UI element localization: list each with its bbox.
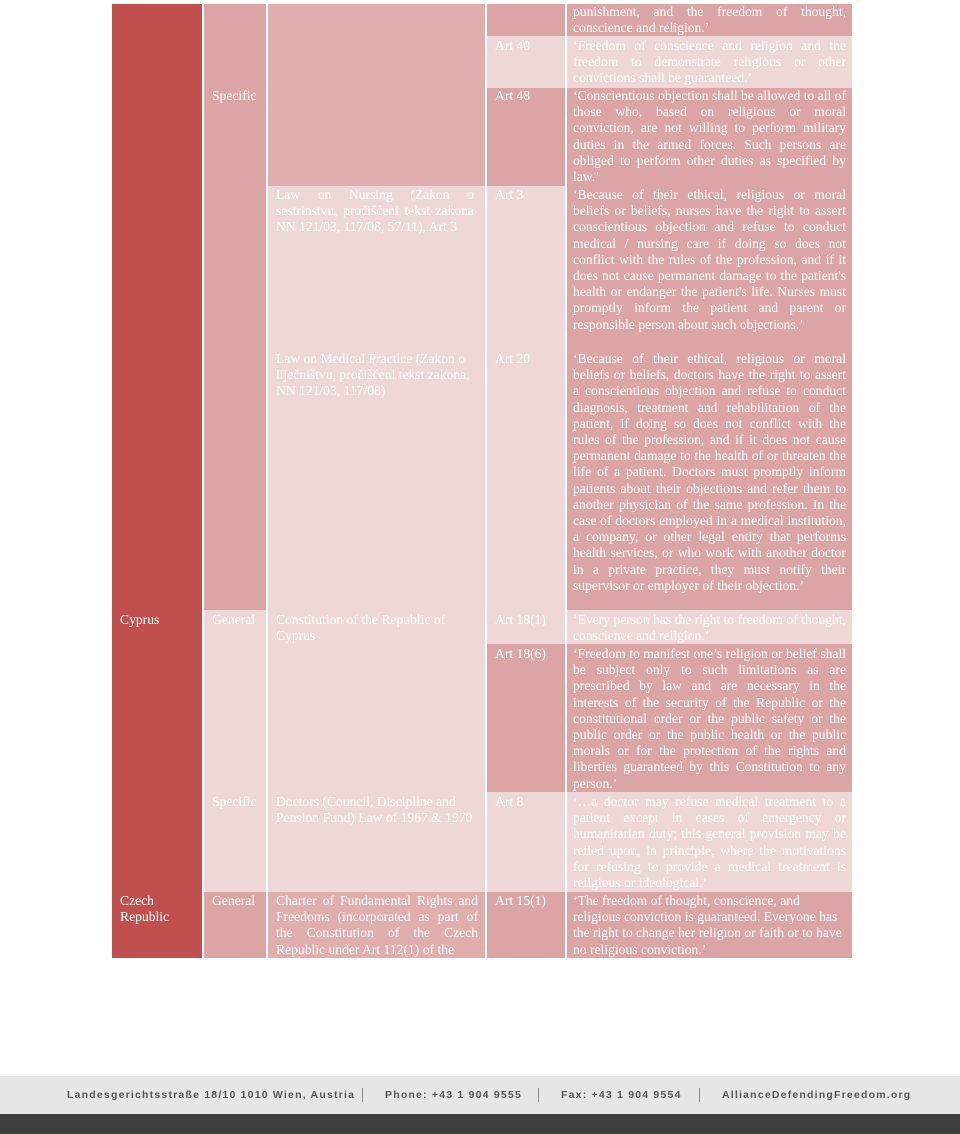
law-text-cy-constitution: Constitution of the Republic of Cyprus [276,612,446,644]
text-r4: ‘Because of their ethical, religious or moral beliefs or beliefs, nurses have the right to assert conscientious objection and refuse to conduct medical / nursing care if doing so does not conflict with the rules of the profession, and if it does not cause permanent damage to the patient's health or endanger the patient's life. Nurses must promptly inform the patient and parent or responsible person about such objections.’ [573,187,846,332]
type-cell-general-cz [204,892,266,958]
law-text-charter: Charter of Fundamental Rights and Freedoms (incorporated as part of the Constitution of the Czech Republic under Art 112(1) of the [276,893,478,957]
art-cell-r6 [487,610,565,644]
country-label-czech: Czech Republic [120,893,170,925]
text-cell-r8 [567,792,852,892]
art-cell-r9 [487,892,565,958]
country-cell-croatia [112,4,202,610]
text-cell-r7 [567,644,852,792]
type-label-specific-hr: Specific [212,88,257,103]
law-cell-cy-constitution [268,610,485,792]
law-cell-top [268,4,485,186]
art-label-3: Art 3 [495,187,524,202]
art-label-40: Art 40 [495,38,531,53]
law-cell-charter [268,892,485,958]
text-cell-r9 [567,892,852,958]
text-r7: ‘Freedom to manifest one’s religion or belief shall be subject only to such limitations as are prescribed by law and are necessary in the interests of the security of the Republic or the constitutional order or the public safety or the public order or the public health or the public morals or for the protection of the rights and liberties guaranteed by this Constitution to any person.’ [573,646,846,791]
text-cell-r2 [567,36,852,88]
art-cell-r8 [487,792,565,892]
art-cell-r3 [487,88,565,186]
type-cell-specific-hr [204,88,266,610]
text-cell-r3 [567,88,852,186]
text-r8: ‘…a doctor may refuse medical treatment to a patient except in cases of emergency or humanitarian duty; this general provision may be relied upon, in principle, where the motivations for refusing to provide a medical treatment is religious or ideological.’ [573,794,846,891]
footer-bar [0,1114,960,1134]
text-r3: ‘Conscientious objection shall be allowed to all of those who, based on religious or moral conviction, are not willing to perform military duties in the armed forces. Such persons are obliged to perform other duties as specified by law.’ [573,88,846,185]
country-cell-czech [112,892,202,958]
art-label-15-1: Art 15(1) [495,893,546,908]
art-cell-r1 [487,4,565,36]
footer-separator [362,1088,363,1102]
text-cell-r4 [567,186,852,348]
law-text-nursing: Law on Nursing (Zakon o sestrinstvu, pročišćeni tekst zakona NN 121/03, 117/08, 57/11), Art 3 [276,187,474,235]
footer-separator [538,1088,539,1102]
footer-fax: Fax: +43 1 904 9554 [561,1089,682,1101]
type-cell-specific-cy [204,792,266,892]
art-label-20: Art 20 [495,351,531,366]
country-label-cyprus: Cyprus [120,612,160,627]
type-label-specific-cy: Specific [212,794,257,809]
law-cell-doctors [268,792,485,892]
art-cell-r2 [487,36,565,88]
art-label-18-1: Art 18(1) [495,612,546,627]
footer-website-link[interactable]: AllianceDefendingFreedom.org [722,1089,912,1101]
law-cell-medical [268,348,485,610]
type-cell-general-cy [204,610,266,792]
text-cell-r6 [567,610,852,644]
type-label-general-cy: General [212,612,256,627]
art-cell-r7 [487,644,565,792]
text-r2: ‘Freedom of conscience and religion and the freedom to demonstrate religious or other convictions shall be guaranteed.’ [573,38,846,86]
text-r5: ‘Because of their ethical, religious or moral beliefs or beliefs, doctors have the right to assert a conscientious objection and refuse to conduct diagnosis, treatment and rehabilitation of the patient, if doing so does not conflict with the rules of the profession, and if it does not cause permanent damage to the health of or threaten the life of a patient. Doctors must promptly inform patients about their objections and refer them to another physician of the same profession. In the case of doctors employed in a medical institution, a company, or other legal entity that performs health services, or who work with another doctor in a private practice, they must notify their supervisor or employer of their objection.’ [573,351,846,593]
art-label-48: Art 48 [495,88,531,103]
text-cell-r5 [567,348,852,610]
footer-phone: Phone: +43 1 904 9555 [385,1089,522,1101]
art-cell-r4 [487,186,565,348]
law-cell-nursing [268,186,485,348]
type-label-general-cz: General [212,893,256,908]
text-r6: ‘Every person has the right to freedom of thought, conscience and religion.’ [573,612,846,644]
text-cell-r1 [567,4,852,36]
art-label-8: Art 8 [495,794,524,809]
art-cell-r5 [487,348,565,610]
type-cell-top [204,4,266,88]
text-r9: ‘The freedom of thought, conscience, and religious conviction is guaranteed. Everyone has the right to change her religion or faith or to have no religious conviction.’ [573,893,842,957]
footer [0,1076,960,1116]
footer-address: Landesgerichtsstraße 18/10 1010 Wien, Austria [67,1089,356,1101]
country-cell-cyprus [112,610,202,892]
law-text-medical: Law on Medical Practice (Zakon o liječništvu, pročišćeni tekst zakona, NN 121/03, 117/08) [276,351,470,399]
law-text-doctors: Doctors (Council, Discipline and Pension Fund) Law of 1967 & 1970 [276,794,473,826]
art-label-18-6: Art 18(6) [495,646,546,661]
text-r1: punishment, and the freedom of thought, conscience and religion.’ [573,4,846,36]
footer-separator [699,1088,700,1102]
